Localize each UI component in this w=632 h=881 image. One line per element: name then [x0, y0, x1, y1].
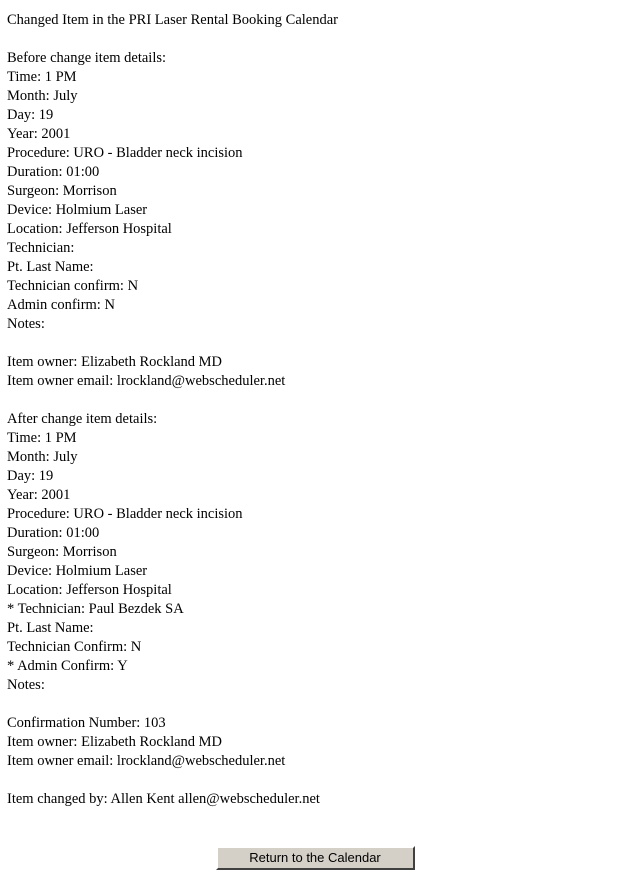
- after-details: [7, 410, 624, 771]
- after-month: Month: July: [7, 449, 78, 465]
- before-technician: Technician:: [7, 240, 75, 256]
- before-year: Year: 2001: [7, 126, 71, 142]
- after-admin-confirm: * Admin Confirm: Y: [7, 658, 128, 674]
- before-duration: Duration: 01:00: [7, 164, 100, 180]
- before-item-owner: Item owner: Elizabeth Rockland MD: [7, 354, 223, 370]
- before-location: Location: Jefferson Hospital: [7, 221, 172, 237]
- before-admin-confirm: Admin confirm: N: [7, 297, 115, 313]
- after-item-owner-email: Item owner email: lrockland@webscheduler.net: [7, 753, 286, 769]
- after-technician: * Technician: Paul Bezdek SA: [7, 601, 184, 617]
- return-to-calendar-button[interactable]: Return to the Calendar: [216, 846, 415, 870]
- before-device: Device: Holmium Laser: [7, 202, 148, 218]
- before-item-owner-email: Item owner email: lrockland@webscheduler.net: [7, 373, 286, 389]
- button-row: [0, 846, 632, 870]
- after-item-owner: Item owner: Elizabeth Rockland MD: [7, 734, 223, 750]
- spacer: [7, 695, 624, 714]
- before-technician-confirm: Technician confirm: N: [7, 278, 139, 294]
- before-heading: Before change item details:: [7, 50, 167, 66]
- before-notes: Notes:: [7, 316, 45, 332]
- before-procedure: Procedure: URO - Bladder neck incision: [7, 145, 243, 161]
- after-technician-confirm: Technician Confirm: N: [7, 639, 142, 655]
- before-day: Day: 19: [7, 107, 54, 123]
- before-surgeon: Surgeon: Morrison: [7, 183, 117, 199]
- spacer: [7, 771, 624, 790]
- spacer: [7, 391, 624, 410]
- before-month: Month: July: [7, 88, 78, 104]
- confirmation-number: Confirmation Number: 103: [7, 715, 166, 731]
- spacer: [7, 30, 624, 49]
- before-details: [7, 49, 624, 391]
- after-surgeon: Surgeon: Morrison: [7, 544, 117, 560]
- after-location: Location: Jefferson Hospital: [7, 582, 172, 598]
- email-body: [7, 11, 624, 809]
- after-device: Device: Holmium Laser: [7, 563, 148, 579]
- item-changed-by: Item changed by: Allen Kent allen@webscheduler.net: [7, 791, 320, 807]
- after-year: Year: 2001: [7, 487, 71, 503]
- after-duration: Duration: 01:00: [7, 525, 100, 541]
- spacer: [7, 334, 624, 353]
- after-time: Time: 1 PM: [7, 430, 77, 446]
- before-patient-last-name: Pt. Last Name:: [7, 259, 94, 275]
- after-notes: Notes:: [7, 677, 45, 693]
- after-heading: After change item details:: [7, 411, 158, 427]
- page-title: Changed Item in the PRI Laser Rental Booking Calendar: [7, 12, 339, 28]
- before-time: Time: 1 PM: [7, 69, 77, 85]
- after-patient-last-name: Pt. Last Name:: [7, 620, 94, 636]
- after-procedure: Procedure: URO - Bladder neck incision: [7, 506, 243, 522]
- after-day: Day: 19: [7, 468, 54, 484]
